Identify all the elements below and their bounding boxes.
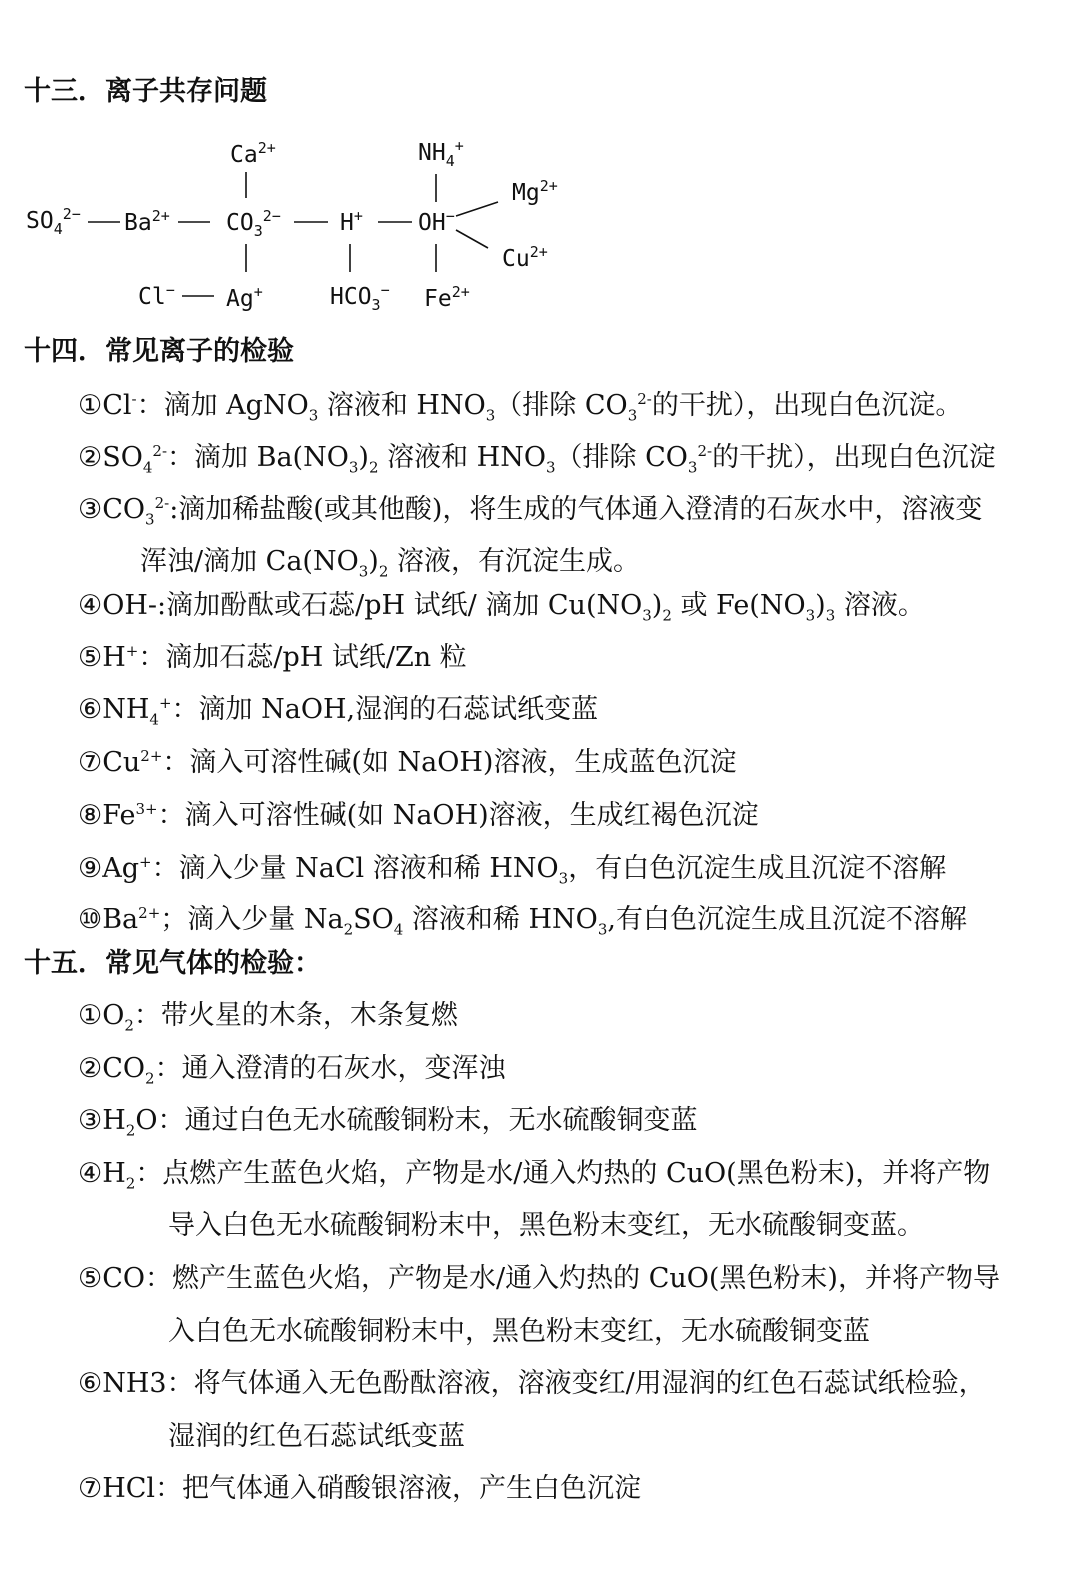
ion-test-2: $②SO_4^{2-}$：滴加 $Ba(NO_3)_2$ 溶液和 $HNO_3$（排除 $CO_3^{2-}$的干扰），出现白色沉淀 [78, 442, 996, 477]
ion-test-3-continued: 浑浊/滴加 $Ca(NO_3)_2$ 溶液，有沉淀生成。 [140, 546, 640, 581]
ion-nh4: $NH_4^+$ [418, 137, 464, 170]
ion-mg: $Mg^{2+}$ [512, 177, 558, 206]
ion-test-3: $③CO_3^{2-}$:滴加稀盐酸(或其他酸)，将生成的气体通入澄清的石灰水中，溶液变 [78, 494, 983, 529]
ion-cl: Cl− [138, 281, 175, 310]
ion-test-10: $⑩Ba^{2+}$；滴入少量 $Na_2SO_4$ 溶液和稀 $HNO_3$,有白色沉淀生成且沉淀不溶解 [78, 904, 967, 939]
ion-test-5: ⑤H+：滴加石蕊/pH 试纸/Zn 粒 [78, 642, 467, 673]
ion-coexistence-diagram [0, 130, 600, 320]
ion-test-6: $⑥NH_4^+$：滴加 NaOH,湿润的石蕊试纸变蓝 [78, 694, 599, 729]
ion-oh: OH− [418, 207, 455, 236]
ion-test-8: $⑧Fe^{3+}$：滴入可溶性碱(如 NaOH)溶液，生成红褐色沉淀 [78, 800, 759, 831]
ion-ca: $Ca^{2+}$ [230, 139, 276, 168]
ion-cu: $Cu^{2+}$ [502, 243, 548, 272]
ion-ag: Ag+ [226, 283, 263, 312]
gas-test-2: $②CO_2$：通入澄清的石灰水，变浑浊 [78, 1053, 506, 1088]
ion-hco3: $HCO_3^-$ [330, 281, 390, 314]
ion-ba: $Ba^{2+}$ [124, 207, 170, 236]
gas-test-5: ⑤CO：燃产生蓝色火焰，产物是水/通入灼热的 CuO(黑色粉末)，并将产物导 [78, 1263, 1000, 1294]
gas-test-3: $③H_2O$：通过白色无水硫酸铜粉末，无水硫酸铜变蓝 [78, 1105, 698, 1140]
ion-h: H+ [340, 207, 363, 236]
section-14-title: 十四．常见离子的检验 [24, 336, 294, 367]
ion-test-9: ⑨Ag+：滴入少量 NaCl 溶液和稀 $HNO_3$，有白色沉淀生成且沉淀不溶解 [78, 853, 947, 888]
ion-so4: $SO_4^{2-}$ [26, 205, 81, 238]
gas-test-6: ⑥NH3：将气体通入无色酚酞溶液，溶液变红/用湿润的红色石蕊试纸检验， [78, 1368, 986, 1399]
gas-test-5-continued: 入白色无水硫酸铜粉末中，黑色粉末变红，无水硫酸铜变蓝 [168, 1316, 870, 1347]
section-15-title: 十五．常见气体的检验： [24, 948, 321, 979]
connector-oh-mg [456, 202, 498, 216]
connector-oh-cu [456, 230, 488, 248]
ion-fe: $Fe^{2+}$ [424, 283, 470, 312]
gas-test-4-continued: 导入白色无水硫酸铜粉末中，黑色粉末变红，无水硫酸铜变蓝。 [168, 1210, 924, 1241]
gas-test-4: $④H_2$：点燃产生蓝色火焰，产物是水/通入灼热的 CuO(黑色粉末)，并将产物 [78, 1158, 991, 1193]
ion-co3: $CO_3^{2-}$ [226, 207, 281, 240]
gas-test-6-continued: 湿润的红色石蕊试纸变蓝 [168, 1421, 465, 1452]
section-13-title: 十三．离子共存问题 [24, 76, 267, 107]
gas-test-1: $①O_2$：带火星的木条，木条复燃 [78, 1000, 458, 1035]
ion-test-7: $⑦Cu^{2+}$：滴入可溶性碱(如 NaOH)溶液，生成蓝色沉淀 [78, 747, 737, 778]
ion-test-4: ④OH-:滴加酚酞或石蕊/pH 试纸/ 滴加 $Cu(NO_3)_2$ 或 $Fe(NO_3)_3$ 溶液。 [78, 590, 925, 625]
ion-test-1: ①Cl-：滴加 AgNO$_3$ 溶液和 $HNO_3$（排除 $CO_3^{2-}$的干扰），出现白色沉淀。 [78, 390, 963, 425]
gas-test-7: ⑦HCl：把气体通入硝酸银溶液，产生白色沉淀 [78, 1473, 642, 1504]
